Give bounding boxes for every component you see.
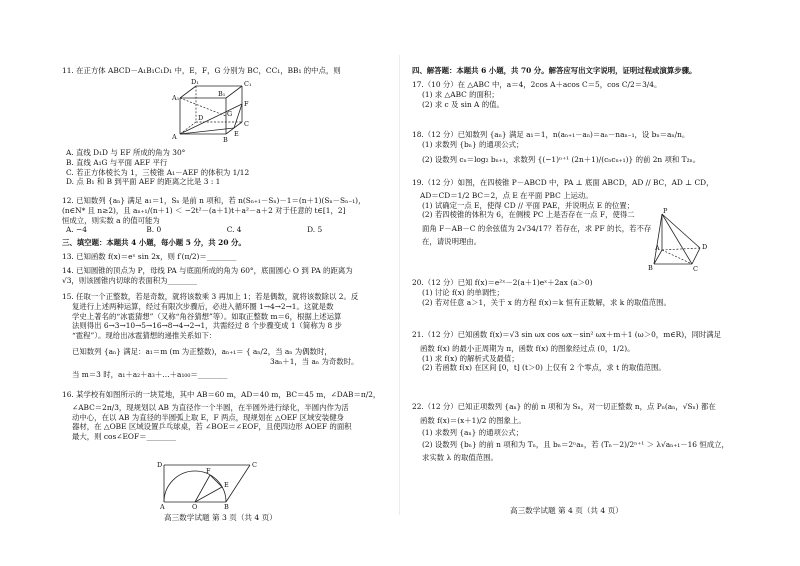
q16-line-4: 器材，在 △OBE 区域设置乒乓球桌，若 ∠BOE＝∠EOF，且使四边形 AOEF 的面积 bbox=[72, 422, 352, 432]
pyramid-figure bbox=[646, 206, 710, 272]
pyramid-label-a: A bbox=[655, 244, 660, 252]
q18-part-2: (2) 设数列 cₙ＝log₂ bₙ₊₁，求数列 {(−1)ⁿ⁺¹ (2n＋1)/(cₙcₙ₊₁)} 的前 2n 项和 T₂ₙ。 bbox=[422, 154, 701, 164]
q12-option-b: B. 0 bbox=[146, 225, 162, 235]
cube-label-c: C bbox=[244, 120, 249, 128]
q11-option-b: B. 直线 A₁G 与平面 AEF 平行 bbox=[66, 157, 168, 167]
pyramid-label-p: P bbox=[663, 207, 668, 215]
q14-line-1: 14. 已知圆锥的顶点为 P，母线 PA 与底面所成的角为 60°，底面圆心 O 到 PA 的距离为 bbox=[62, 266, 353, 275]
q11-option-c: C. 若正方体棱长为 1，三棱锥 A₁－AEF 的体积为 1/12 bbox=[66, 167, 250, 177]
q15-line-2: 复进行上述两种运算，经过有限次步骤后，必进入循环圈 1→4→2→1。这就是数 bbox=[72, 301, 334, 311]
section-4-title: 四、解答题：本题共 6 小题，共 70 分。解答应写出文字说明，证明过程或演算步骤。 bbox=[412, 66, 697, 75]
q15-line-4: 法则得出 6→3→10→5→16→8→4→2→1，共需经过 8 个步骤变成 1（简称为 8 步 bbox=[72, 321, 342, 331]
cube-label-d: D bbox=[198, 114, 204, 122]
field-label-a: A bbox=[160, 503, 165, 510]
q20-part-2: (2) 若对任意 a＞1，关于 x 的方程 f(x)＝k 恒有正数解，求 k 的取值范围。 bbox=[422, 297, 671, 307]
cube-label-c1: C₁ bbox=[244, 80, 252, 88]
q17-line-1: 17.（10 分）在 △ABC 中，a＝4，2cos A＋acos C＝5，cos C/2＝3/4。 bbox=[412, 80, 662, 89]
q12-options bbox=[62, 225, 365, 235]
q11-option-d: D. 点 B₁ 和 B 到平面 AEF 的距离之比是 3 : 1 bbox=[66, 177, 221, 187]
field-label-d: D bbox=[157, 461, 163, 469]
field-label-c: C bbox=[252, 461, 257, 469]
q15-line-8: 当 m＝3 时，a₁＋a₂＋a₃＋…＋a₁₀₀＝________ bbox=[72, 370, 228, 380]
cube-label-d1: D₁ bbox=[191, 78, 199, 86]
q20-line-1: 20.（12 分）已知 f(x)＝e²ˣ－2(a＋1)eˣ＋2ax (a＞0) bbox=[412, 278, 593, 287]
field-label-o: O bbox=[192, 503, 198, 510]
q22-part-2: (2) 设数列 {bₙ} 的前 n 项和为 Tₙ，且 bₙ＝2ⁿaₙ，若 (Tₙ－2)/2ⁿ⁺¹ ＞ λ√aₙ₊₁－16 恒成立， bbox=[422, 440, 729, 450]
cube-label-b1: B₁ bbox=[218, 90, 226, 98]
q12-line-2: (n∈N* 且 n≥2)，且 aₙ₊₁/(n＋1) ＜ −2t²－(a＋1)t＋a²－a＋2 对于任意的 t∈[1，2] bbox=[62, 205, 346, 215]
q16-line-5: 最大，则 cos∠EOF＝________ bbox=[72, 432, 177, 442]
q19-line-1: 19.（12 分）如图，在四棱锥 P－ABCD 中，PA ⊥ 底面 ABCD，AD // BC，AD ⊥ CD， bbox=[412, 178, 714, 187]
q15-line-1: 15. 任取一个正整数，若是奇数，就将该数乘 3 再加上 1；若是偶数，就将该数除以 2。反 bbox=[62, 292, 359, 301]
question-17 bbox=[412, 80, 661, 109]
q22-line-1: 22.（12 分）已知正项数列 {aₙ} 的前 n 项和为 Sₙ，对一切正整数 n，点 Pₙ(aₙ，√Sₙ) 都在 bbox=[412, 402, 716, 411]
cube-label-b: B bbox=[223, 136, 228, 144]
q21-part-2: (2) 若函数 f(x) 在区间 [0，t] (t＞0) 上仅有 2 个零点，求 t 的取值范围。 bbox=[422, 363, 666, 373]
question-13: 13. 已知函数 f(x)＝eˣ sin 2x，则 f′(π/2)＝________ bbox=[62, 252, 237, 261]
q16-line-2: ∠ABC＝2π/3，现规划以 AB 为直径作一个半圆，在半圆外进行绿化，半圆内作为活 bbox=[72, 402, 349, 412]
cube-label-a1: A₁ bbox=[172, 94, 180, 102]
q15-line-5: “雹程”）。现给出冰雹猜想的递推关系如下： bbox=[72, 331, 217, 341]
q11-stem: 11. 在正方体 ABCD－A₁B₁C₁D₁ 中，E，F，G 分别为 BC，CC₁，BB₁ 的中点，则 bbox=[62, 66, 341, 75]
pyramid-label-c: C bbox=[693, 265, 698, 272]
question-22 bbox=[412, 402, 729, 463]
q11-option-a: A. 直线 D₁D 与 EF 所成的角为 30° bbox=[66, 148, 186, 157]
page-4-footer: 高三数学试题 第 4 页（共 4 页） bbox=[510, 506, 623, 515]
q21-line-1: 21.（12 分）已知函数 f(x)＝√3 sin ωx cos ωx－sin² ωx＋m＋1 (ω＞0，m∈R)，同时满足 bbox=[412, 330, 722, 339]
q12-line-1: 12. 已知数列 {aₙ} 满足 a₁＝1，Sₙ 是前 n 项和，若 n(Sₙ₊₁－Sₙ)－1＝(n＋1)(Sₙ－Sₙ₋₁)， bbox=[62, 196, 366, 205]
q15-line-6: 已知数列 {aₙ} 满足：a₁＝m (m 为正整数)，aₙ₊₁＝ { aₙ/2，当 aₙ 为偶数时， bbox=[72, 346, 332, 356]
q19-line-6: 在，请说明理由。 bbox=[422, 236, 482, 246]
page-4 bbox=[400, 0, 800, 566]
q18-line-1: 18.（12 分）已知数列 {aₙ} 满足 a₁＝1，n(aₙ₊₁－aₙ)＝aₙ－naₙ₋₁，设 bₙ＝aₙ/n。 bbox=[412, 130, 690, 139]
q19-line-2: AD＝CD＝1/2 BC＝2，点 E 在平面 PBC 上运动。 bbox=[420, 190, 593, 200]
question-20 bbox=[412, 278, 671, 307]
q21-line-2: 函数 f(x) 的最小正周期为 π，函数 f(x) 的图象经过点 (0，1/2)。 bbox=[420, 343, 635, 353]
q19-part-2: (2) 若四棱锥的体积为 6，在侧棱 PC 上是否存在一点 F，使得二 bbox=[422, 210, 635, 220]
field-label-e: E bbox=[224, 481, 229, 489]
question-18 bbox=[412, 130, 700, 164]
q19-part-1: (1) 试确定一点 E，使得 CD // 平面 PAE，并说明点 E 的位置； bbox=[422, 200, 635, 210]
q16-line-1: 16. 某学校有如图所示的一块荒地，其中 AB＝60 m，AD＝40 m，BC＝45 m，∠DAB＝π/2， bbox=[62, 390, 381, 399]
q14-line-2: √3，则该圆锥内切球的表面积为________ bbox=[62, 275, 198, 285]
q19-line-5: 面角 F－AB－C 的余弦值为 2√34/17？若存在，求 PF 的长，若不存 bbox=[422, 224, 652, 234]
q22-line-5: 求实数 λ 的取值范围。 bbox=[422, 453, 498, 463]
question-14 bbox=[62, 266, 353, 286]
question-21 bbox=[412, 330, 721, 373]
q12-option-d: D. 5 bbox=[307, 225, 323, 235]
q12-option-c: C. 4 bbox=[226, 225, 242, 235]
page-3-footer: 高三数学试题 第 3 页（共 4 页） bbox=[164, 513, 277, 522]
q22-line-2: 函数 f(x)＝(x＋1)/2 的图象上。 bbox=[420, 415, 526, 425]
field-label-b: B bbox=[224, 503, 229, 510]
cube-label-f: F bbox=[244, 100, 249, 108]
q17-part-1: (1) 求 △ABC 的面积； bbox=[422, 89, 499, 99]
q12-option-a: A. −4 bbox=[66, 225, 87, 235]
cube-figure bbox=[160, 76, 255, 148]
cube-label-a: A bbox=[172, 133, 177, 141]
q21-part-1: (1) 求 f(x) 的解析式及最值； bbox=[422, 353, 519, 363]
q11-options bbox=[66, 148, 249, 187]
q22-part-1: (1) 求数列 {aₙ} 的通项公式； bbox=[422, 427, 524, 437]
q15-line-7: 3aₙ＋1，当 aₙ 为奇数时。 bbox=[270, 356, 359, 366]
pyramid-label-b: B bbox=[648, 264, 653, 272]
field-label-f: F bbox=[206, 467, 211, 475]
cube-label-e: E bbox=[234, 130, 239, 138]
q18-part-1: (1) 求数列 {bₙ} 的通项公式； bbox=[422, 139, 524, 149]
question-15 bbox=[62, 292, 358, 380]
cube-label-g: G bbox=[227, 110, 233, 118]
field-figure bbox=[142, 455, 264, 510]
question-12 bbox=[62, 196, 365, 235]
q15-line-3: 学史上著名的“冰雹猜想”（又称“角谷猜想”等）。如取正整数 m＝6，根据上述运算 bbox=[72, 311, 342, 321]
pyramid-label-d: D bbox=[702, 243, 708, 251]
question-11 bbox=[62, 66, 341, 76]
question-16 bbox=[62, 390, 380, 442]
q12-line-3: 恒成立，则实数 a 的值可能为 bbox=[62, 215, 160, 225]
q16-line-3: 动中心，在以 AB 为直径的半圆弧上取 E，F 两点，现规划在 △OEF 区域安装健身 bbox=[72, 412, 344, 422]
q20-part-1: (1) 讨论 f(x) 的单调性； bbox=[422, 287, 504, 297]
section-3-title: 三、填空题：本题共 4 小题，每小题 5 分，共 20 分。 bbox=[62, 238, 246, 247]
q17-part-2: (2) 求 c 及 sin A 的值。 bbox=[422, 99, 504, 109]
